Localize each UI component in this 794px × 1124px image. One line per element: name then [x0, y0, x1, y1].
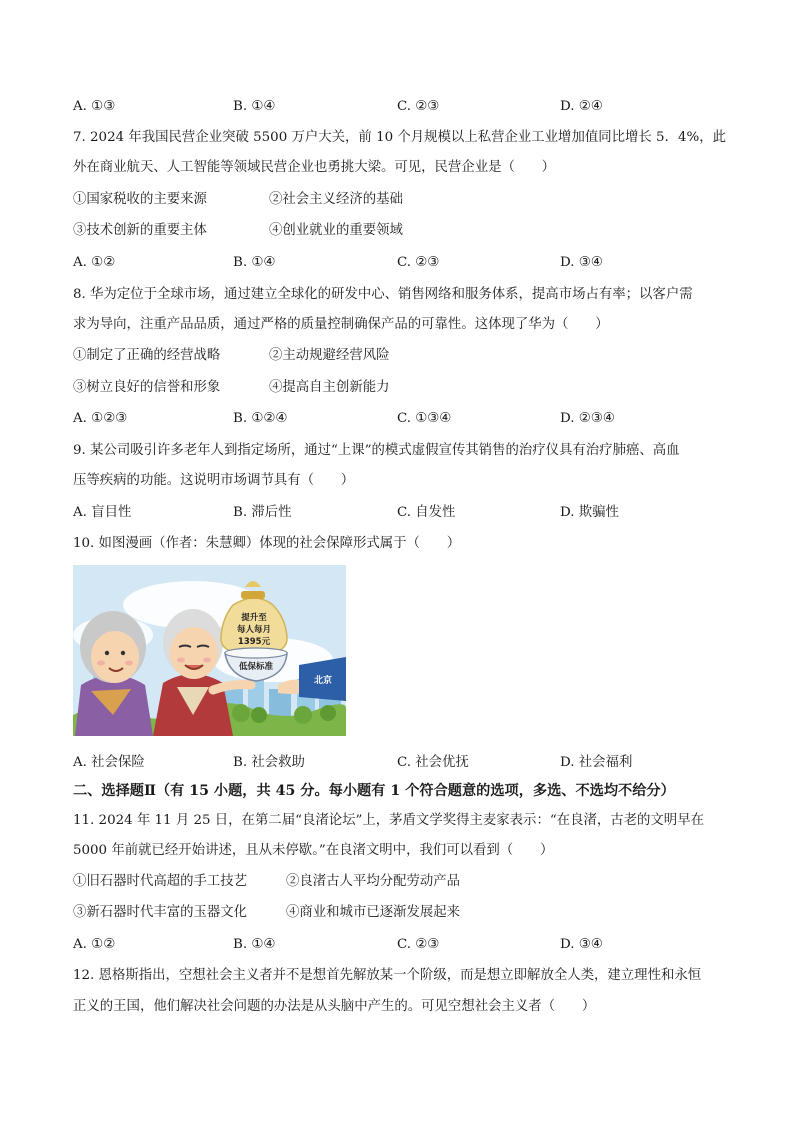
q7-choice-3: ③技术创新的重要主体 [73, 223, 207, 238]
q6-option-d[interactable]: D. ②④ [560, 99, 603, 114]
q7-stem-line2: 外在商业航天、人工智能等领域民营企业也勇挑大梁。可见，民营企业是（ ） [73, 160, 556, 175]
q12-stem-line1: 12. 恩格斯指出，空想社会主义者并不是想首先解放某一个阶级，而是想立即解放全人类，建立理性和永恒 [73, 968, 702, 983]
q9-option-d[interactable]: D. 欺骗性 [560, 505, 619, 520]
q6-option-b[interactable]: B. ①④ [233, 99, 276, 114]
q8-option-a[interactable]: A. ①②③ [73, 411, 128, 426]
bowl-text: 低保标准 [238, 662, 274, 672]
q6-option-a[interactable]: A. ①③ [73, 99, 116, 114]
q11-option-d[interactable]: D. ③④ [560, 937, 603, 952]
q11-option-a[interactable]: A. ①② [73, 937, 116, 952]
q8-choice-2: ②主动规避经营风险 [269, 348, 390, 363]
q9-option-c[interactable]: C. 自发性 [397, 505, 456, 520]
bag-text-line2: 每人每月 [236, 625, 272, 635]
q6-options [73, 98, 733, 116]
q8-option-d[interactable]: D. ②③④ [560, 411, 615, 426]
q8-choice-4: ④提高自主创新能力 [269, 380, 390, 395]
q8-choice-1: ①制定了正确的经营战略 [73, 348, 221, 363]
q11-choice-1: ①旧石器时代高超的手工技艺 [73, 874, 248, 889]
q7-choice-4: ④创业就业的重要领域 [269, 223, 403, 238]
q8-option-c[interactable]: C. ①③④ [397, 411, 452, 426]
q10-option-c[interactable]: C. 社会优抚 [397, 755, 469, 770]
q11-option-c[interactable]: C. ②③ [397, 937, 440, 952]
q11-choice-4: ④商业和城市已逐渐发展起来 [286, 905, 461, 920]
q10-option-d[interactable]: D. 社会福利 [560, 755, 633, 770]
q9-options [73, 504, 733, 522]
q8-choice-3: ③树立良好的信誉和形象 [73, 380, 221, 395]
q9-option-a[interactable]: A. 盲目性 [73, 505, 132, 520]
q7-choice-2: ②社会主义经济的基础 [269, 192, 403, 207]
q10-options [73, 754, 733, 772]
q7-option-b[interactable]: B. ①④ [233, 255, 276, 270]
q11-choice-3: ③新石器时代丰富的玉器文化 [73, 905, 248, 920]
q8-stem-line2: 求为导向，注重产品品质，通过严格的质量控制确保产品的可靠性。这体现了华为（ ） [73, 317, 609, 332]
q11-options [73, 936, 733, 954]
q7-stem-line1: 7. 2024 年我国民营企业突破 5500 万户大关，前 10 个月规模以上私营企业工业增加值同比增长 5．4%，此 [73, 130, 726, 145]
q7-options [73, 254, 733, 272]
q9-option-b[interactable]: B. 滞后性 [233, 505, 292, 520]
q8-option-b[interactable]: B. ①②④ [233, 411, 288, 426]
q12-stem-line2: 正义的王国，他们解决社会问题的办法是从头脑中产生的。可见空想社会主义者（ ） [73, 999, 596, 1014]
q10-option-a[interactable]: A. 社会保险 [73, 755, 145, 770]
q7-choice-1: ①国家税收的主要来源 [73, 192, 207, 207]
q9-stem-line2: 压等疾病的功能。这说明市场调节具有（ ） [73, 473, 355, 488]
q10-option-b[interactable]: B. 社会救助 [233, 755, 305, 770]
q7-option-a[interactable]: A. ①② [73, 255, 116, 270]
q6-option-c[interactable]: C. ②③ [397, 99, 440, 114]
q7-option-d[interactable]: D. ③④ [560, 255, 603, 270]
cartoon-illustration [73, 565, 346, 736]
sleeve-text: 北京 [313, 676, 333, 686]
bag-text-line3: 1395元 [237, 637, 271, 647]
q8-stem-line1: 8. 华为定位于全球市场，通过建立全球化的研发中心、销售网络和服务体系，提高市场占有率；以客户需 [73, 287, 693, 302]
q7-option-c[interactable]: C. ②③ [397, 255, 440, 270]
q10-stem: 10. 如图漫画（作者：朱慧卿）体现的社会保障形式属于（ ） [73, 536, 461, 551]
q9-stem-line1: 9. 某公司吸引许多老年人到指定场所，通过“上课”的模式虚假宣传其销售的治疗仪具有治疗肺癌、高血 [73, 443, 680, 458]
section-2-heading: 二、选择题Ⅱ（有 15 小题，共 45 分。每小题有 1 个符合题意的选项，多选、不选均不给分） [73, 783, 675, 799]
q11-stem-line2: 5000 年前就已经开始讲述，且从未停歇。”在良渚文明中，我们可以看到（ ） [73, 843, 554, 858]
q8-options [73, 410, 733, 428]
q11-option-b[interactable]: B. ①④ [233, 937, 276, 952]
q11-choice-2: ②良渚古人平均分配劳动产品 [286, 874, 461, 889]
q11-stem-line1: 11. 2024 年 11 月 25 日，在第二届“良渚论坛”上，茅盾文学奖得主麦家表示：“在良渚，古老的文明早在 [73, 813, 704, 828]
bag-text-line1: 提升至 [241, 613, 267, 623]
q10-cartoon [73, 565, 346, 736]
